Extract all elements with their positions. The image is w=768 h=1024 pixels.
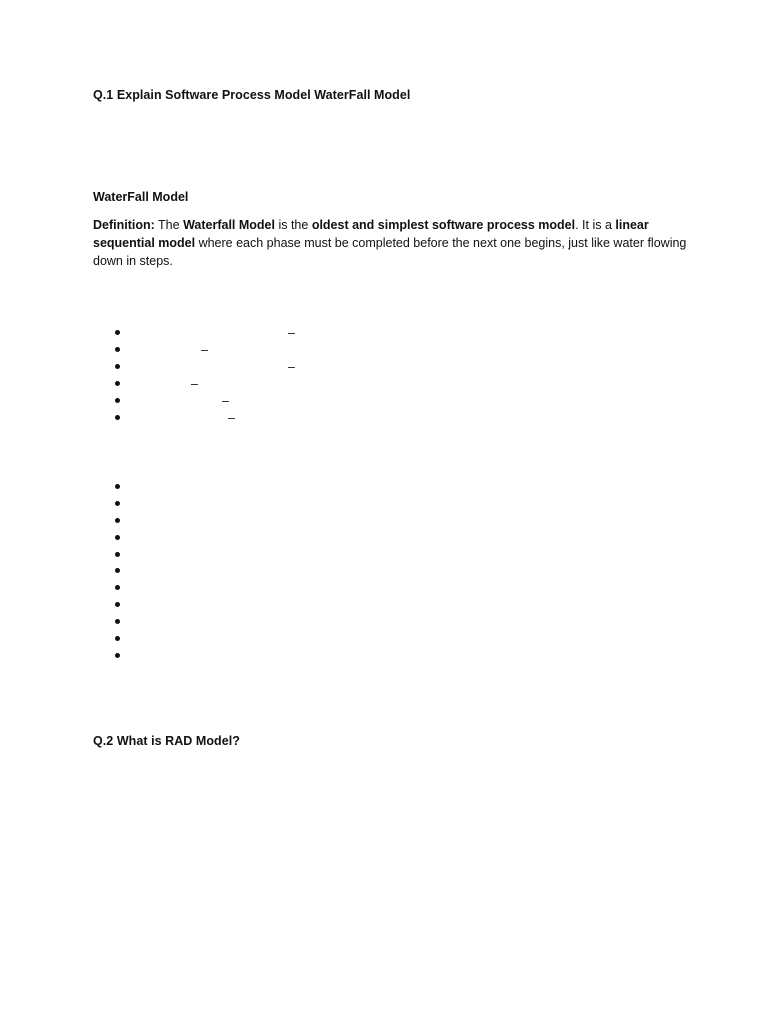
definition-text-4: where each phase must be completed before the next one begins, just like water flowing down in steps. (93, 236, 687, 268)
bullet-icon (115, 585, 120, 590)
phase-list-item (113, 377, 413, 391)
features-list-item (113, 615, 413, 629)
definition-text-3: . It is a (575, 218, 616, 232)
features-list-item (113, 581, 413, 595)
phase-list-item (113, 326, 413, 340)
bullet-icon (115, 415, 120, 420)
features-list-item (113, 649, 413, 663)
dash-separator: – (222, 394, 229, 408)
bullet-icon (115, 347, 120, 352)
definition-bold-2: oldest and simplest software process model (311, 218, 576, 232)
features-list-item (113, 497, 413, 511)
features-list-item (113, 548, 413, 562)
phase-list-item (113, 411, 413, 425)
bullet-icon (115, 568, 120, 573)
definition-text-2: is the (274, 218, 312, 232)
dash-separator: – (228, 411, 235, 425)
definition-paragraph (93, 216, 693, 270)
definition-label: Definition: (93, 218, 155, 232)
bullet-icon (115, 602, 120, 607)
waterfall-section-heading: WaterFall Model (93, 190, 189, 204)
phase-list-item (113, 394, 413, 408)
dash-separator: – (288, 360, 295, 374)
bullet-icon (115, 501, 120, 506)
bullet-icon (115, 330, 120, 335)
features-list-item (113, 480, 413, 494)
features-list-item (113, 514, 413, 528)
definition-text-1: The (154, 218, 184, 232)
bullet-icon (115, 552, 120, 557)
bullet-icon (115, 653, 120, 658)
dash-separator: – (288, 326, 295, 340)
dash-separator: – (201, 343, 208, 357)
features-list-item (113, 632, 413, 646)
definition-bold-3: linear sequential model (93, 218, 649, 250)
phase-list-item (113, 343, 413, 357)
phase-list-item (113, 360, 413, 374)
bullet-icon (115, 398, 120, 403)
bullet-icon (115, 484, 120, 489)
bullet-icon (115, 535, 120, 540)
bullet-icon (115, 518, 120, 523)
bullet-icon (115, 381, 120, 386)
features-list-item (113, 531, 413, 545)
question-1-heading: Q.1 Explain Software Process Model WaterFall Model (93, 88, 411, 102)
bullet-icon (115, 636, 120, 641)
definition-bold-1: Waterfall Model (183, 218, 275, 232)
bullet-icon (115, 364, 120, 369)
features-list-item (113, 564, 413, 578)
features-list-item (113, 598, 413, 612)
bullet-icon (115, 619, 120, 624)
question-2-heading: Q.2 What is RAD Model? (93, 734, 240, 748)
dash-separator: – (191, 377, 198, 391)
